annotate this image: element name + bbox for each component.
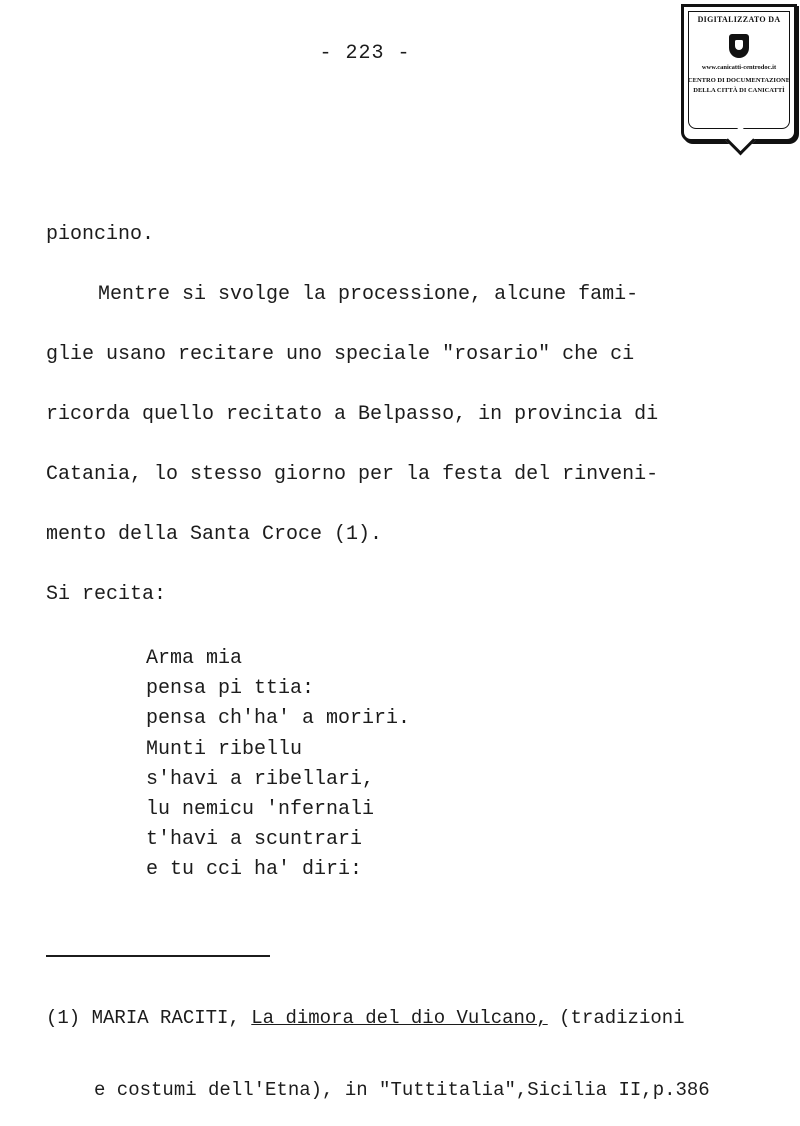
footnote: [46, 958, 776, 1126]
stamp-line-1: CENTRO DI DOCUMENTAZIONE: [687, 77, 791, 84]
verse-line: s'havi a ribellari,: [146, 767, 375, 791]
footnote-divider: [46, 955, 270, 957]
verse-line: Arma mia: [146, 647, 243, 670]
stamp-border: [688, 11, 790, 129]
body-line: ricorda quello recitato a Belpasso, in provincia di: [46, 403, 659, 426]
verse-line: t'havi a scuntrari: [146, 828, 363, 852]
body-line: Mentre si svolge la processione, alcune fami-: [98, 283, 639, 306]
verse-line: pensa pi ttia:: [146, 677, 315, 701]
stamp-title: DIGITALIZZATO DA: [697, 15, 781, 24]
body-line: pioncino.: [46, 223, 155, 246]
verse-line: Munti ribellu: [146, 737, 303, 761]
verse-line: pensa ch'ha' a moriri.: [146, 707, 411, 731]
body-line: Si recita:: [46, 583, 167, 606]
footnote-line-1: [46, 1006, 776, 1030]
footnote-author: MARIA RACITI,: [91, 1007, 240, 1029]
footnote-line-2: e costumi dell'Etna), in "Tuttitalia",Sicilia II,p.386: [94, 1079, 710, 1101]
stamp-line-2: DELLA CITTÀ DI CANICATTÌ: [693, 87, 785, 94]
stamp-point: [726, 126, 756, 156]
city-crest-icon: [729, 34, 749, 58]
body-line: glie usano recitare uno speciale "rosario" che ci: [46, 343, 635, 366]
verse-block: [146, 644, 410, 886]
digitization-stamp: [681, 4, 797, 142]
body-line: Catania, lo stesso giorno per la festa del rinveni-: [46, 463, 659, 486]
footnote-rest: (tradizioni: [559, 1007, 685, 1029]
body-line: mento della Santa Croce (1).: [46, 523, 383, 546]
footnote-marker: (1): [46, 1007, 81, 1029]
page-number: - 223 -: [319, 42, 411, 65]
verse-line: e tu cci ha' diri:: [146, 858, 363, 882]
verse-line: lu nemicu 'nfernali: [146, 797, 375, 821]
body-text: [46, 218, 766, 638]
stamp-url: www.canicatti-centrodoc.it: [701, 64, 777, 71]
footnote-work-title: La dimora del dio Vulcano,: [251, 1007, 548, 1029]
